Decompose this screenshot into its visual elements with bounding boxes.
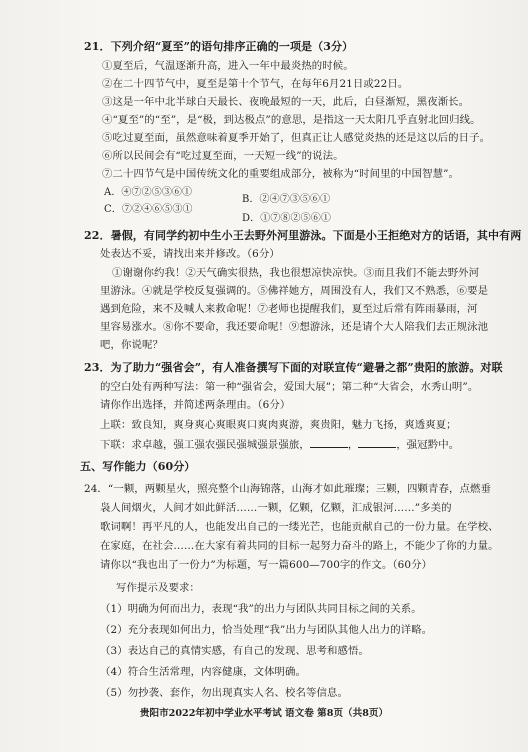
q22-body-5: 吧，你说呢？ xyxy=(100,339,163,351)
section-5-heading: 五、写作能力（60分） xyxy=(80,460,196,473)
q22-body-3: 遇到危险，来不及喊人来救命呢！⑦老师也提醒我们，夏至过后常有阵雨暴雨，河 xyxy=(100,303,478,315)
q24-tip-4: （4）符合生活常理，内容健康，文体明确。 xyxy=(100,666,307,678)
q21-option-a: A．④⑦②⑤③⑥① xyxy=(104,187,193,198)
q23-lower-text: 下联：求卓越，强工强农强民强城强景强旅， xyxy=(100,439,310,451)
q22-stem-2: 处表达不妥，请找出来并修改。（6分） xyxy=(100,248,280,260)
q21-item-3: ③这是一年中北半球白天最长、夜晚最短的一天，此后，白昼渐短，黑夜渐长。 xyxy=(102,96,470,108)
q24-prompt-1: 24．“一颗，两颗星火，照亮整个山海锦落，山海才如此璀璨；三颗，四颗青春，点燃垂 xyxy=(84,483,491,495)
page-footer: 贵阳市2022年初中学业水平考试 语文卷 第8页（共8页） xyxy=(139,708,389,719)
q23-lower-sep: ， xyxy=(347,439,359,451)
q22-body-4: 里容易涨水。⑧你不要命，我还要命呢！⑨想游泳，还是请个大人陪我们去正规泳池 xyxy=(100,321,489,333)
q23-lower-end: ，强冠黔中。 xyxy=(396,439,460,451)
q21-item-6: ⑥所以民间会有“吃过夏至面，一天短一线”的说法。 xyxy=(102,150,344,162)
q21-item-5: ⑤吃过夏至面，虽然意味着夏季开始了，但真正让人感觉炎热的还是这以后的日子。 xyxy=(102,132,491,144)
q21-option-d: D．①⑦⑧②⑤⑥① xyxy=(242,213,331,224)
q24-prompt-2: 袅人间烟火，人间才如此鲜活……一颗，亿颗，亿颗，汇成银河……”多美的 xyxy=(100,502,452,514)
q23-blank-1[interactable] xyxy=(310,437,348,448)
q23-lower-couplet xyxy=(100,437,459,452)
q24-tip-3: （3）表达自己的真情实感，有自己的发现、思考和感悟。 xyxy=(100,645,369,657)
q24-prompt-3: 歌词啊！再平凡的人，也能发出自己的一缕光芒，也能贡献自己的一份力量。在学校、 xyxy=(100,521,499,533)
q24-tip-2: （2）充分表现如何出力，恰当处理“我”出力与团队其他人出力的详略。 xyxy=(100,624,433,636)
q24-tip-5: （5）勿抄袭、套作，勿出现真实人名、校名等信息。 xyxy=(100,687,348,699)
q21-option-b: B．②④⑦③⑤⑥① xyxy=(242,194,331,205)
q23-blank-2[interactable] xyxy=(358,437,396,448)
q24-tips-title: 写作提示及要求： xyxy=(116,582,200,594)
q21-stem: 21．下列介绍“夏至”的语句排序正确的一项是（3分） xyxy=(84,40,354,53)
q23-stem-2: 的空白处有两种写法：第一种“强省会，爱国大展”；第二种“大省会，水秀山明”。 xyxy=(100,381,479,393)
q24-prompt-5: 请你以“我也出了一份力”为标题，写一篇600—700字的作文。（60分） xyxy=(100,559,433,571)
q22-body-1: ①谢谢你约我！②天气确实很热，我也很想凉快凉快。③而且我们不能去野外河 xyxy=(112,267,480,279)
q23-stem-3: 请你作出选择，并简述两条理由。（6分） xyxy=(100,399,291,411)
q21-item-7: ⑦二十四节气是中国传统文化的重要组成部分，被称为“时间里的中国智慧”。 xyxy=(102,168,460,180)
q22-stem-1: 22．暑假，有同学约初中生小王去野外河里游泳。下面是小王拒绝对方的话语，其中有两 xyxy=(84,229,522,242)
q21-option-c: C．⑦②④⑥⑤③① xyxy=(104,204,193,215)
q23-stem-1: 23．为了助力“强省会”，有人准备撰写下面的对联宣传“避暑之都”贵阳的旅游。对联 xyxy=(84,361,503,374)
q24-tip-1: （1）明确为何而出力，表现“我”的出力与团队共同目标之间的关系。 xyxy=(100,603,422,615)
q21-item-4: ④“夏至”的“至”，是“极，到达极点”的意思，是指这一天太阳几乎直射北回归线。 xyxy=(102,114,481,126)
q21-item-1: ①夏至后，气温逐渐升高，进入一年中最炎热的时候。 xyxy=(102,60,354,72)
q23-upper-couplet: 上联：致良知，爽身爽心爽眼爽口爽肉爽游，爽贵阳，魅力飞扬，爽透爽夏； xyxy=(100,419,457,431)
q24-prompt-4: 在家庭，在社会……在大家有着共同的目标一起努力奋斗的路上，不能少了你的力量。 xyxy=(100,540,499,552)
q21-item-2: ②在二十四节气中，夏至是第十个节气，在每年6月21日或22日。 xyxy=(102,78,409,90)
q22-body-2: 里游泳。④就是学校反复强调的。⑤佛祥她方，周围没有人，我们又不熟悉，⑥要是 xyxy=(100,285,489,297)
